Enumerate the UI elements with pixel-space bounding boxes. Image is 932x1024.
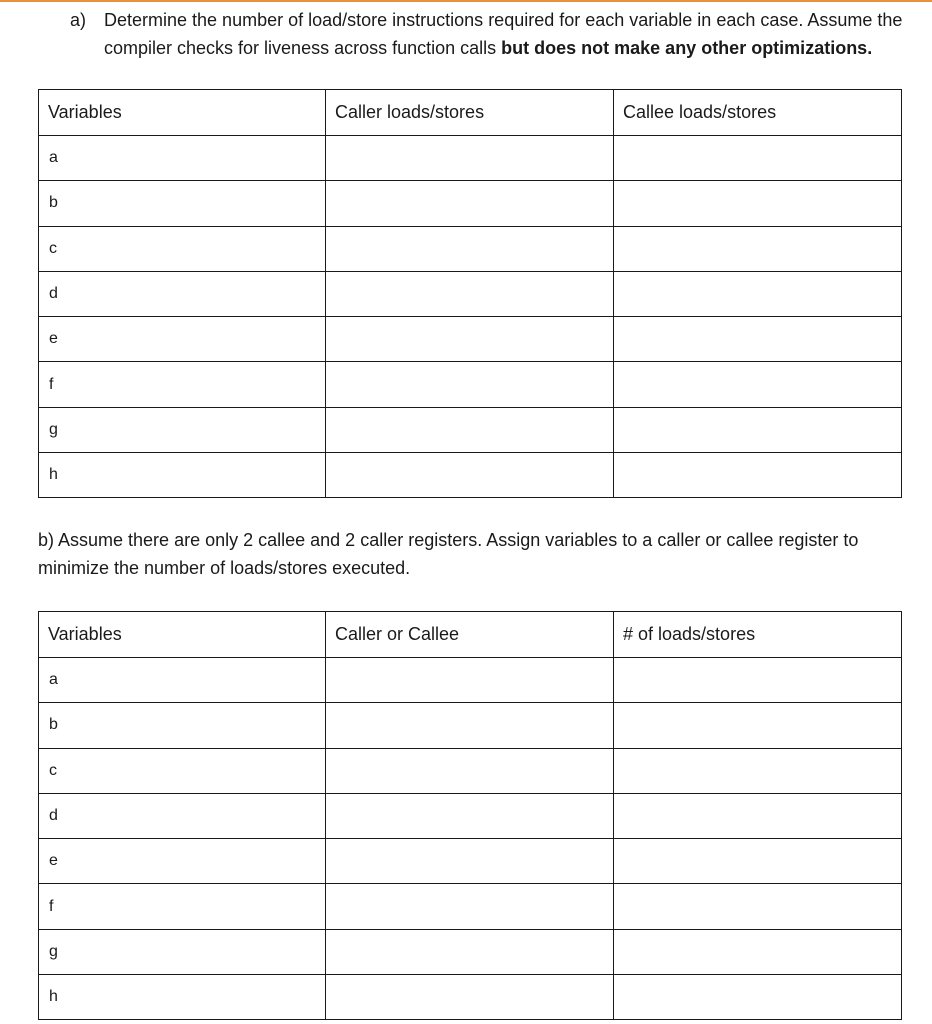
- table-b-count-cell[interactable]: [614, 929, 902, 974]
- table-b-register-cell[interactable]: [326, 929, 614, 974]
- table-row: [39, 748, 902, 793]
- table-b-count-cell[interactable]: [614, 703, 902, 748]
- table-row: [39, 136, 902, 181]
- table-row: [39, 181, 902, 226]
- table-row: [39, 703, 902, 748]
- table-b-header-load-store-count: # of loads/stores: [614, 612, 902, 658]
- table-row: [39, 793, 902, 838]
- table-row: [39, 407, 902, 452]
- question-a-bold-text: but does not make any other optimizations.: [501, 37, 873, 58]
- table-row: [39, 362, 902, 407]
- table-a: [38, 89, 902, 498]
- table-a-caller-cell[interactable]: [326, 181, 614, 226]
- question-a: [70, 7, 910, 62]
- table-b-register-cell[interactable]: [326, 793, 614, 838]
- table-row: [39, 271, 902, 316]
- table-b-count-cell[interactable]: [614, 975, 902, 1020]
- table-a-variable-cell: h: [39, 453, 326, 498]
- table-a-callee-cell[interactable]: [614, 317, 902, 362]
- table-b-variable-cell: g: [39, 929, 326, 974]
- table-b-header-caller-or-callee: Caller or Callee: [326, 612, 614, 658]
- table-b-register-cell[interactable]: [326, 658, 614, 703]
- question-a-plain-text: Determine the number of load/store instructions required for each variable in each case. Assume the compiler checks for liveness across function calls: [104, 10, 903, 58]
- table-b-variable-cell: d: [39, 793, 326, 838]
- table-a-variable-cell: a: [39, 136, 326, 181]
- table-row: [39, 226, 902, 271]
- table-a-callee-cell[interactable]: [614, 453, 902, 498]
- table-a-caller-cell[interactable]: [326, 271, 614, 316]
- table-row: [39, 839, 902, 884]
- question-a-marker: a): [70, 10, 87, 30]
- top-accent-rule: [0, 0, 932, 2]
- table-row: [39, 929, 902, 974]
- table-a-header-caller: Caller loads/stores: [326, 90, 614, 136]
- table-a-variable-cell: e: [39, 317, 326, 362]
- table-a-caller-cell[interactable]: [326, 136, 614, 181]
- question-b-text: b) Assume there are only 2 callee and 2 caller registers. Assign variables to a caller or callee register to minimize the number of loads/stores executed.: [38, 530, 859, 578]
- table-a-caller-cell[interactable]: [326, 362, 614, 407]
- table-a-callee-cell[interactable]: [614, 181, 902, 226]
- table-b-count-cell[interactable]: [614, 748, 902, 793]
- table-a-callee-cell[interactable]: [614, 407, 902, 452]
- table-a-variable-cell: c: [39, 226, 326, 271]
- table-row: [39, 658, 902, 703]
- table-a-header-variables: Variables: [39, 90, 326, 136]
- table-a-caller-cell[interactable]: [326, 317, 614, 362]
- table-b-variable-cell: c: [39, 748, 326, 793]
- table-b-variable-cell: e: [39, 839, 326, 884]
- table-b-variable-cell: a: [39, 658, 326, 703]
- table-row: [39, 884, 902, 929]
- table-b-variable-cell: f: [39, 884, 326, 929]
- table-a-variable-cell: g: [39, 407, 326, 452]
- table-b-variable-cell: h: [39, 975, 326, 1020]
- table-b-register-cell[interactable]: [326, 748, 614, 793]
- table-a-callee-cell[interactable]: [614, 226, 902, 271]
- table-a-header-callee: Callee loads/stores: [614, 90, 902, 136]
- table-b-register-cell[interactable]: [326, 975, 614, 1020]
- table-b-count-cell[interactable]: [614, 884, 902, 929]
- table-a-callee-cell[interactable]: [614, 136, 902, 181]
- question-a-text: [104, 7, 910, 62]
- table-b-register-cell[interactable]: [326, 703, 614, 748]
- table-b-count-cell[interactable]: [614, 839, 902, 884]
- table-a-caller-cell[interactable]: [326, 453, 614, 498]
- table-b-header-variables: Variables: [39, 612, 326, 658]
- table-b-register-cell[interactable]: [326, 884, 614, 929]
- table-b-variable-cell: b: [39, 703, 326, 748]
- table-a-header-row: [39, 90, 902, 136]
- table-b: [38, 611, 902, 1020]
- table-a-caller-cell[interactable]: [326, 226, 614, 271]
- table-row: [39, 975, 902, 1020]
- table-row: [39, 453, 902, 498]
- table-b-header-row: [39, 612, 902, 658]
- table-b-count-cell[interactable]: [614, 658, 902, 703]
- table-a-caller-cell[interactable]: [326, 407, 614, 452]
- table-a-variable-cell: d: [39, 271, 326, 316]
- table-b-register-cell[interactable]: [326, 839, 614, 884]
- table-a-callee-cell[interactable]: [614, 271, 902, 316]
- table-b-count-cell[interactable]: [614, 793, 902, 838]
- table-a-callee-cell[interactable]: [614, 362, 902, 407]
- table-a-variable-cell: b: [39, 181, 326, 226]
- table-row: [39, 317, 902, 362]
- table-a-variable-cell: f: [39, 362, 326, 407]
